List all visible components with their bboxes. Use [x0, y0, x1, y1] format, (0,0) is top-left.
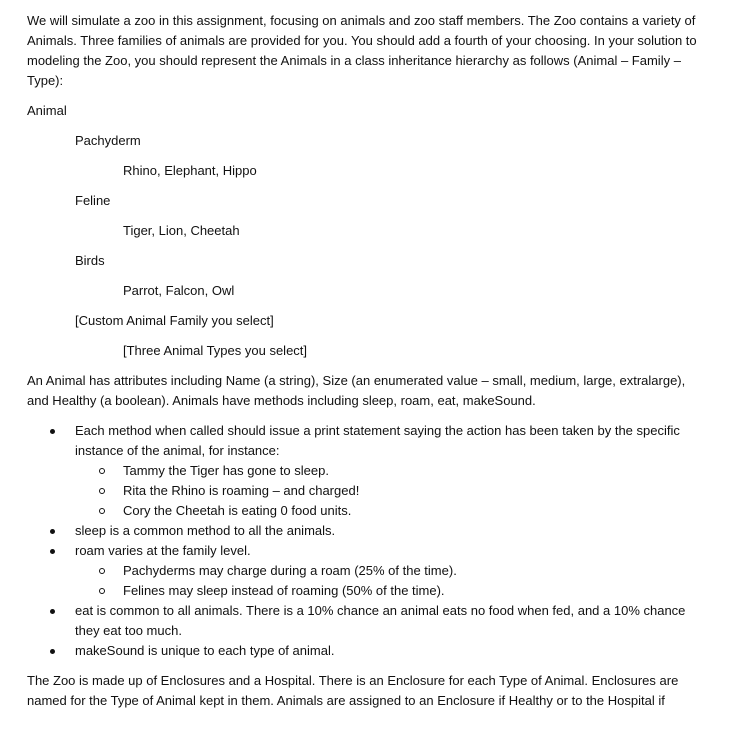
sub-bullet-circle [99, 568, 105, 574]
sub-bullet-text: Rita the Rhino is roaming – and charged! [123, 483, 360, 498]
family-feline: Feline [75, 193, 111, 208]
sub-list-item [27, 561, 707, 581]
sub-list [75, 461, 707, 521]
sub-list-item [27, 481, 707, 501]
bullet-text: sleep is a common method to all the animals. [75, 523, 336, 538]
list-item [27, 521, 707, 541]
bullet-text: Each method when called should issue a print statement saying the action has been taken by the specific instance of the animal, for instance: [75, 423, 680, 458]
bullet-dot [50, 429, 55, 434]
bullet-text: eat is common to all animals. There is a 10% chance an animal eats no food when fed, and a 10% chance they eat too much. [75, 603, 686, 638]
types-birds: Parrot, Falcon, Owl [123, 283, 235, 298]
intro-paragraph: We will simulate a zoo in this assignment, focusing on animals and zoo staff members. The Zoo contains a variety of Animals. Three families of animals are provided for you. You should add a fourth of your choosing. In your solution to modeling the Zoo, you should represent the Animals in a class inheritance hierarchy as follows (Animal – Family – Type): [27, 13, 697, 88]
bullet-dot [50, 549, 55, 554]
bullet-dot [50, 649, 55, 654]
sub-bullet-circle [99, 508, 105, 514]
list-item [27, 421, 707, 521]
sub-bullet-circle [99, 488, 105, 494]
attributes-paragraph: An Animal has attributes including Name (a string), Size (an enumerated value – small, medium, large, extralarge), and Healthy (a boolean). Animals have methods including sleep, roam, eat, makeSound. [27, 373, 686, 408]
types-pachyderm: Rhino, Elephant, Hippo [123, 163, 257, 178]
sub-bullet-text: Tammy the Tiger has gone to sleep. [123, 463, 329, 478]
hierarchy-root: Animal [27, 103, 67, 118]
sub-list-item [27, 461, 707, 481]
sub-bullet-circle [99, 588, 105, 594]
types-feline: Tiger, Lion, Cheetah [123, 223, 240, 238]
sub-bullet-text: Felines may sleep instead of roaming (50% of the time). [123, 583, 445, 598]
sub-bullet-text: Pachyderms may charge during a roam (25% of the time). [123, 563, 457, 578]
sub-bullet-text: Cory the Cheetah is eating 0 food units. [123, 503, 352, 518]
sub-list-item [27, 501, 707, 521]
types-custom: [Three Animal Types you select] [123, 343, 308, 358]
sub-bullet-circle [99, 468, 105, 474]
hierarchy-tree [27, 101, 707, 361]
sub-list-item [27, 581, 707, 601]
sub-list [75, 561, 707, 601]
list-item [27, 601, 707, 641]
bullet-text: roam varies at the family level. [75, 543, 251, 558]
family-pachyderm: Pachyderm [75, 133, 141, 148]
method-bullet-list [27, 421, 707, 661]
bullet-dot [50, 609, 55, 614]
bullet-text: makeSound is unique to each type of animal. [75, 643, 335, 658]
family-custom: [Custom Animal Family you select] [75, 313, 274, 328]
document-page [27, 11, 707, 711]
list-item [27, 541, 707, 601]
family-birds: Birds [75, 253, 105, 268]
list-item [27, 641, 707, 661]
bullet-dot [50, 529, 55, 534]
zoo-paragraph: The Zoo is made up of Enclosures and a Hospital. There is an Enclosure for each Type of Animal. Enclosures are named for the Type of Animal kept in them. Animals are assigned to an Enclosure if Healthy or to the Hospital if [27, 673, 679, 708]
